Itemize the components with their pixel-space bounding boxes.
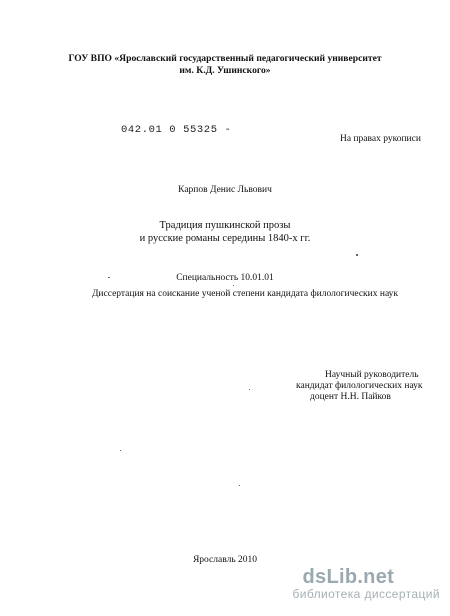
specialty: Специальность 10.01.01 xyxy=(176,273,274,283)
scan-speck xyxy=(108,277,110,278)
dissertation-title-line-2: и русские романы середины 1840-х гг. xyxy=(139,233,311,244)
institution-line-1: ГОУ ВПО «Ярославский государственный педагогический университет xyxy=(68,53,382,64)
scan-speck xyxy=(249,389,250,390)
degree-statement: Диссертация на соискание ученой степени кандидата филологических наук xyxy=(91,289,399,299)
scan-speck xyxy=(356,254,358,256)
watermark-subtitle: библиотека диссертаций xyxy=(292,587,440,601)
author-name: Карпов Денис Львович xyxy=(178,185,272,195)
city-year: Ярославль 2010 xyxy=(192,555,258,565)
watermark-logo: dsLib.net xyxy=(302,566,395,588)
scan-speck xyxy=(120,450,121,451)
stamp-number: 042.01 0 55325 - xyxy=(121,124,232,136)
supervisor-role: Научный руководитель xyxy=(325,370,419,380)
supervisor-name: доцент Н.Н. Пайков xyxy=(310,392,391,402)
institution-line-2: им. К.Д. Ушинского» xyxy=(179,65,271,76)
manuscript-rights: На правах рукописи xyxy=(340,134,421,144)
supervisor-degree: кандидат филологических наук xyxy=(296,381,423,391)
scan-speck xyxy=(233,285,234,286)
watermark xyxy=(293,567,441,601)
scan-speck xyxy=(239,485,240,486)
dissertation-title-line-1: Традиция пушкинской прозы xyxy=(159,220,291,231)
